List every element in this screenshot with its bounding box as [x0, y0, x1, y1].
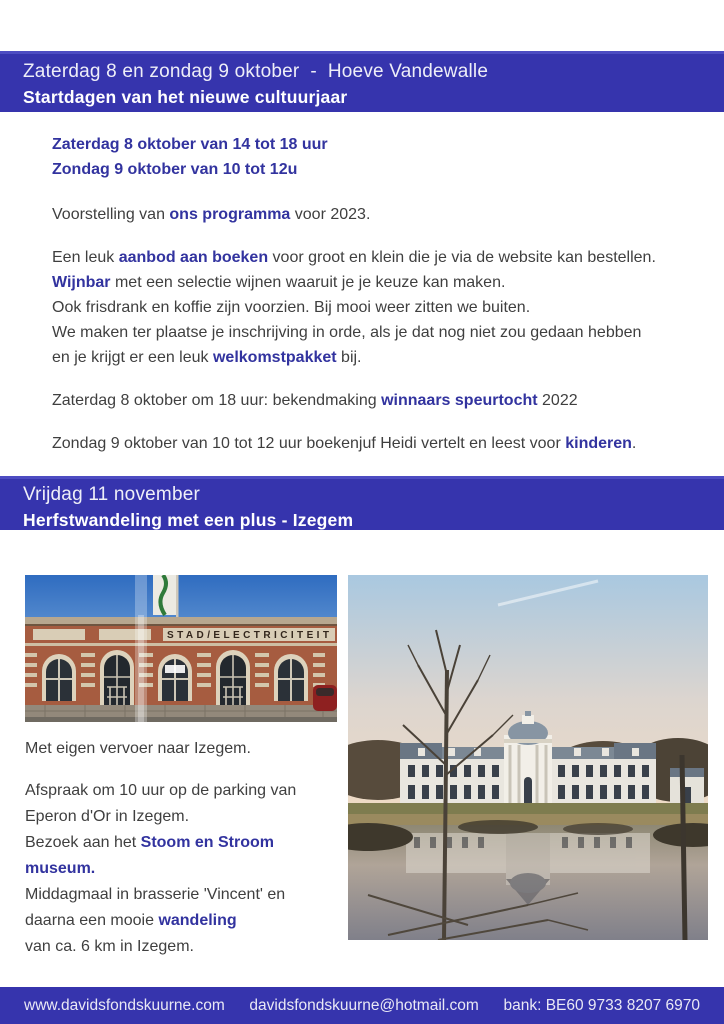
footer-email-link[interactable]: davidsfondskuurne@hotmail.com	[249, 996, 479, 1014]
flag	[153, 575, 176, 615]
stone-base	[25, 705, 337, 722]
text-line: en je krijgt er een leuk welkomstpakket bij.	[52, 349, 362, 366]
building-sign-text: STAD/ELECTRICITEIT	[167, 630, 331, 641]
paragraph-programma	[52, 202, 712, 227]
text-line: Bezoek aan het Stoom en Stroom	[25, 834, 274, 851]
section1-body	[52, 132, 712, 456]
text-line: Eperon d'Or in Izegem.	[25, 808, 190, 825]
text-line: Zaterdag 8 oktober van 14 tot 18 uur	[52, 136, 328, 153]
text-line: museum.	[25, 860, 96, 877]
section1-event-title: Startdagen van het nieuwe cultuurjaar	[23, 87, 348, 107]
flagpole	[176, 575, 179, 619]
text-line: daarna een mooie wandeling	[25, 912, 237, 929]
paragraph-izegem-programma	[25, 778, 340, 960]
text-line: Ook frisdrank en koffie zijn voorzien. Bij mooi weer zitten we buiten.	[52, 299, 531, 316]
section2-event-title: Herfstwandeling met een plus - Izegem	[23, 510, 354, 530]
paragraph-aanbod	[52, 245, 712, 370]
text-line: van ca. 6 km in Izegem.	[25, 938, 194, 955]
photo-stad-electriciteit-building	[25, 575, 337, 722]
schedule-lines	[52, 132, 712, 182]
footer-band	[0, 987, 724, 1024]
text-line: Met eigen vervoer naar Izegem.	[25, 740, 251, 757]
red-car	[313, 685, 337, 711]
text-line: Afspraak om 10 uur op de parking van	[25, 782, 297, 799]
section1-header-band	[0, 51, 724, 112]
text-line: Een leuk aanbod aan boeken voor groot en klein die je via de website kan bestellen.	[52, 249, 656, 266]
paragraph-vervoer	[25, 736, 340, 762]
footer-bank-account: bank: BE60 9733 8207 6970	[503, 996, 700, 1014]
footer-website-link[interactable]: www.davidsfondskuurne.com	[24, 996, 225, 1014]
text-line: Voorstelling van ons programma voor 2023.	[52, 206, 371, 223]
section2-body	[25, 736, 340, 960]
lens-flare-core	[138, 615, 144, 722]
paragraph-speurtocht	[52, 388, 712, 413]
section1-date-title: Zaterdag 8 en zondag 9 oktober - Hoeve Vandewalle	[23, 61, 489, 82]
text-line: Middagmaal in brasserie 'Vincent' en	[25, 886, 286, 903]
text-line: We maken ter plaatse je inschrijving in orde, als je dat nog niet zou gedaan hebben	[52, 324, 642, 341]
section2-header-band	[0, 476, 724, 530]
photo-kasteel-blauwhuis-pond	[348, 575, 708, 940]
text-line: Zaterdag 8 oktober om 18 uur: bekendmaking winnaars speurtocht 2022	[52, 392, 578, 409]
text-line: Zondag 9 oktober van 10 tot 12 uur boekenjuf Heidi vertelt en leest voor kinderen.	[52, 435, 637, 452]
text-line: Zondag 9 oktober van 10 tot 12u	[52, 161, 298, 178]
paragraph-kinderen	[52, 431, 712, 456]
text-line: Wijnbar met een selectie wijnen waaruit je je keuze kan maken.	[52, 274, 506, 291]
section2-date-title: Vrijdag 11 november	[23, 484, 201, 505]
